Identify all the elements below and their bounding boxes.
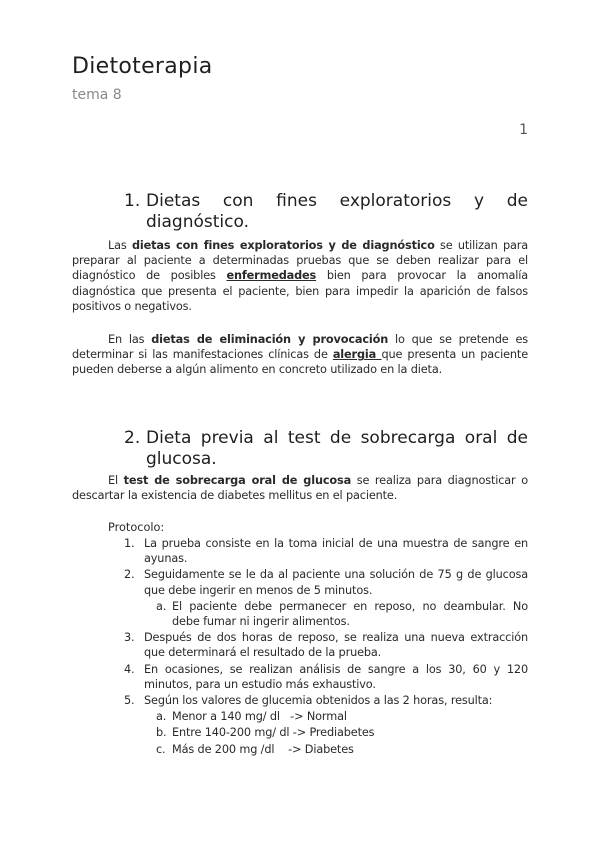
list-item	[120, 693, 528, 708]
section-1-title	[146, 191, 528, 233]
section-2-title-line1: Dieta previa al test de sobrecarga oral de	[146, 428, 528, 448]
list-text: En ocasiones, se realizan análisis de sangre a los 30, 60 y 120 minutos, para un estudio más exhaustivo.	[144, 662, 528, 691]
list-item	[120, 536, 528, 566]
list-marker: c.	[156, 742, 166, 756]
text-run: En las	[108, 333, 152, 346]
list-item	[120, 567, 528, 597]
section-1-paragraph-2	[72, 332, 528, 378]
document-title: Dietoterapia	[72, 54, 213, 79]
list-marker: 1.	[124, 537, 135, 550]
document-subtitle: tema 8	[72, 87, 122, 103]
section-2-number: 2.	[124, 428, 141, 448]
section-1-title-line1: Dietas con fines exploratorios y de	[146, 191, 528, 211]
text-run: que presenta un paciente pueden deberse a algún alimento en concreto utilizado en la dieta.	[72, 348, 528, 377]
list-marker: 2.	[124, 568, 135, 582]
text-run: El	[108, 474, 124, 487]
list-marker: a.	[156, 599, 167, 613]
page-number: 1	[519, 122, 528, 138]
list-text: Más de 200 mg /dl -> Diabetes	[172, 742, 354, 756]
section-1-heading	[124, 191, 528, 233]
protocol-label: Protocolo:	[108, 521, 165, 534]
list-marker: 5.	[124, 694, 135, 708]
list-text: La prueba consiste en la toma inicial de una muestra de sangre en ayunas.	[144, 537, 528, 566]
text-run: bien para provocar la anomalía diagnóstica que presenta el paciente, bien para impedir la aparición de falsos positivos o negativos.	[72, 269, 528, 313]
text-run: Las	[108, 239, 132, 252]
linked-term: alergia	[332, 348, 382, 362]
list-subitem	[120, 599, 528, 629]
list-item	[120, 662, 528, 692]
text-run: se utilizan para preparar al paciente a determinadas pruebas que se deben realizar para el diagnóstico de posibles	[72, 239, 528, 283]
linked-term: enfermedades	[226, 269, 317, 283]
bold-term: test de sobrecarga oral de glucosa	[123, 474, 352, 487]
text-run: lo que se pretende es determinar si las manifestaciones clínicas de	[72, 333, 528, 362]
list-item	[120, 630, 528, 660]
list-text: Menor a 140 mg/ dl -> Normal	[172, 710, 347, 724]
section-1-title-line2: diagnóstico.	[146, 212, 249, 232]
text-run: se realiza para diagnosticar o descartar la existencia de diabetes mellitus en el paciente.	[72, 474, 528, 503]
list-subitem	[120, 725, 528, 740]
list-marker: 4.	[124, 662, 135, 676]
section-2-title	[146, 428, 528, 470]
protocol-list	[120, 536, 528, 758]
list-text: Según los valores de glucemia obtenidos a las 2 horas, resulta:	[144, 694, 493, 708]
list-subitem	[120, 742, 528, 757]
list-text: Seguidamente se le da al paciente una solución de 75 g de glucosa que debe ingerir en menos de 5 minutos.	[144, 568, 528, 597]
list-marker: 3.	[124, 631, 135, 645]
list-text: Después de dos horas de reposo, se realiza una nueva extracción que determinará el resultado de la prueba.	[144, 631, 528, 660]
section-2-title-line2: glucosa.	[146, 449, 217, 469]
list-text: El paciente debe permanecer en reposo, no deambular. No debe fumar ni ingerir alimentos.	[172, 599, 528, 629]
list-marker: a.	[156, 710, 167, 724]
section-2-heading	[124, 428, 528, 470]
bold-term: dietas con fines exploratorios y de diagnóstico	[131, 239, 435, 252]
list-text: Entre 140-200 mg/ dl -> Prediabetes	[172, 726, 375, 740]
list-subitem	[120, 709, 528, 724]
section-2-paragraph-1	[72, 473, 528, 503]
section-1-number: 1.	[124, 191, 141, 211]
list-marker: b.	[156, 726, 167, 740]
bold-term: dietas de eliminación y provocación	[151, 333, 389, 346]
section-1-paragraph-1	[72, 238, 528, 314]
